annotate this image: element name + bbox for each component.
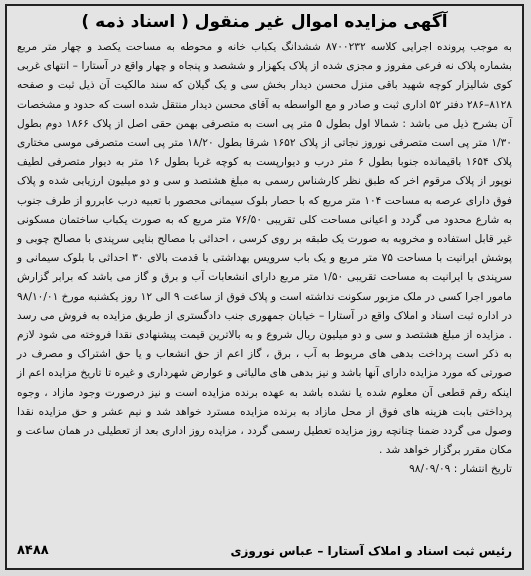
notice-code: ۸۴۸۸ xyxy=(17,543,49,558)
publish-date: تاریخ انتشار : ۹۸/۰۹/۰۹ xyxy=(409,463,512,476)
notice-body: به موجب پرونده اجرایی کلاسه ۸۷۰۰۲۳۲ ششدانگ یکباب خانه و محوطه به مساحت یکصد و چهار متر مربع بشماره پلاک نه فرعی مفروز و مجزی شده از پلاک یکهزار و ششصد و پنجاه و چهار واقع در آستارا – انتهای غربی کوی شالیزار کوچه شهید باقی منزل محسن دیدار بخش سی و یک گیلان که سند مالکیت آن ذیل ثبت و صفحه ۸۱۲۸–۲۸۶ دفتر ۵۲ اداری ثبت و صادر و مع الواسطه به آقای محسن دیدار منتقل شده است که حدود و مشخصات آن بشرح ذیل می باشد : شمالا اول بطول ۵ متر پی است به متصرفی بهمن حقی اصل از پلاک ۱۸۶۶ دوم بطول ۱/۳۰ متر پی است متصرفی نوروز نجاتی از پلاک ۱۶۵۲ شرقا بطول ۱۸/۲۰ متر پی است متصرفی موسی مختاری پلاک ۱۶۵۴ باقیمانده جنوبا بطول ۶ متر درب و دیوارپست به کوچه غربا بطول ۱۶ متر به دیوار متصرفی لطیف نوپور از پلاک مرقوم اخر که طبق نظر کارشناس رسمی به مبلغ هشتصد و سی و دو میلیون ارزیابی شده و پلاک فوق دارای عرصه به مساحت ۱۰۴ متر مربع که با حصار بلوک سیمانی محصور با تعبیه درب عابررو از طرف جنوب به شارع محدود می گردد و اعیانی مساحت کلی تقریبی ۷۶/۵۰ متر مربع که به صورت یکباب ساختمان مسکونی غیر قابل استفاده و مخروبه به صورت یک طبقه بر روی کرسی ، احداثی با مصالح بنایی سرپندی با مصالح چوبی و پوشش ایرانیت با مساحت ۷۵ متر مربع و یک باب سرویس بهداشتی با قدمت بالای ۳۰ احداثی با بلوک سیمانی و سرپندی با ایرانیت به مساحت تقریبی ۱/۵۰ متر مربع دارای انشعابات آب و برق و گاز می باشد که برابر گزارش مامور اجرا کسی در ملک مزبور سکونت نداشته است و پلاک فوق از ساعت ۹ الی ۱۲ روز یکشنبه مورخ ۹۸/۱۰/۰۱ در اداره ثبت اسناد و املاک واقع در آستارا – خیابان جمهوری جنب دادگستری از طریق مزایده به فروش می رسد . مزایده از مبلغ هشتصد و سی و دو میلیون ریال شروع و به بالاترین قیمت پیشنهادی نقدا فروخته می شود لازم به ذکر است پرداخت بدهی های مربوط به آب ، برق ، گاز اعم از حق انشعاب و یا حق اشتراک و مصرف در صورتی که مورد مزایده دارای آنها باشد و نیز بدهی های مالیاتی و عوارض شهرداری و غیره تا تاریخ مزایده اعم از اینکه رقم قطعی آن معلوم شده یا نشده باشد به عهده برنده مزایده است و نیز درصورت وجود مازاد ، وجوه پرداختی بابت هزینه های فوق از محل مازاد به برنده مزایده مسترد خواهد شد و نیم عشر و حق مزایده نقدا وصول می گردد ضمنا چنانچه روز مزایده تعطیل رسمی گردد ، مزایده روز اداری بعد از تعطیلی در همان ساعت و مکان مقرر برگزار خواهد شد . xyxy=(17,41,513,457)
notice-footer xyxy=(17,540,512,562)
auction-notice xyxy=(5,4,524,570)
signature: رئیس ثبت اسناد و املاک آستارا – عباس نوروزی xyxy=(230,544,512,558)
notice-title: آگهی مزایده اموال غیر منقول ( اسناد ذمه ) xyxy=(81,12,448,32)
